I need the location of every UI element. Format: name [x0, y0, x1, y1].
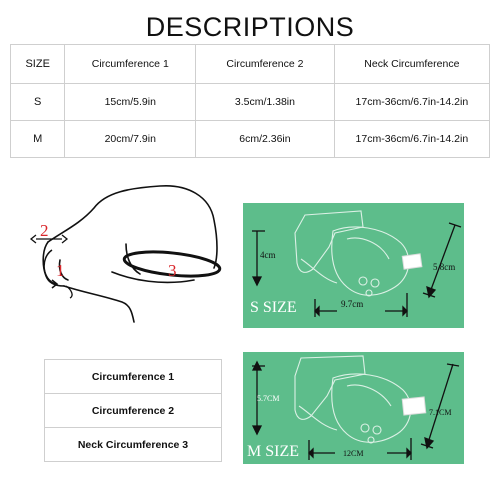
size-label: S SIZE — [250, 299, 297, 316]
header-circumference-1: Circumference 1 — [65, 45, 196, 84]
circumference-legend — [44, 359, 222, 462]
size-table — [10, 44, 490, 158]
row-size: M — [11, 121, 65, 158]
buckle-icon — [402, 254, 422, 269]
row-size: S — [11, 84, 65, 121]
header-circumference-2: Circumference 2 — [196, 45, 335, 84]
buckle-icon — [402, 397, 426, 415]
row-neck-circumference: 17cm-36cm/6.7in-14.2in — [334, 84, 489, 121]
size-label: M SIZE — [247, 443, 299, 460]
m-size-drawing — [243, 352, 464, 464]
row-circumference-1: 20cm/7.9in — [65, 121, 196, 158]
diagram-label-2: 2 — [40, 221, 49, 240]
height-label: 5.7CM — [257, 394, 280, 403]
length-label: 9.7cm — [341, 299, 364, 309]
table-header-row — [11, 45, 490, 84]
row-circumference-2: 6cm/2.36in — [196, 121, 335, 158]
legend-item-neck-circumference: Neck Circumference 3 — [45, 428, 222, 462]
table-row — [11, 121, 490, 158]
page-title: DESCRIPTIONS — [145, 12, 355, 42]
side-label: 7.1CM — [429, 408, 452, 417]
legend-item-circumference-1: Circumference 1 — [45, 360, 222, 394]
row-circumference-1: 15cm/5.9in — [65, 84, 196, 121]
m-size-panel — [243, 352, 464, 464]
legend-item-circumference-2: Circumference 2 — [45, 394, 222, 428]
length-label: 12CM — [343, 449, 364, 458]
dog-head-diagram — [22, 180, 242, 330]
s-size-panel — [243, 203, 464, 328]
muzzle-sketch — [295, 211, 409, 296]
row-circumference-2: 3.5cm/1.38in — [196, 84, 335, 121]
header-neck-circumference: Neck Circumference — [334, 45, 489, 84]
muzzle-sketch — [295, 356, 411, 443]
side-label: 5.8cm — [433, 262, 456, 272]
row-neck-circumference: 17cm-36cm/6.7in-14.2in — [334, 121, 489, 158]
diagram-label-1: 1 — [56, 261, 65, 280]
s-size-drawing — [243, 203, 464, 328]
header-size: SIZE — [11, 45, 65, 84]
table-row — [11, 84, 490, 121]
height-label: 4cm — [260, 250, 276, 260]
diagram-label-3: 3 — [168, 261, 177, 280]
side-dimension — [421, 364, 459, 448]
side-dimension — [423, 223, 461, 297]
